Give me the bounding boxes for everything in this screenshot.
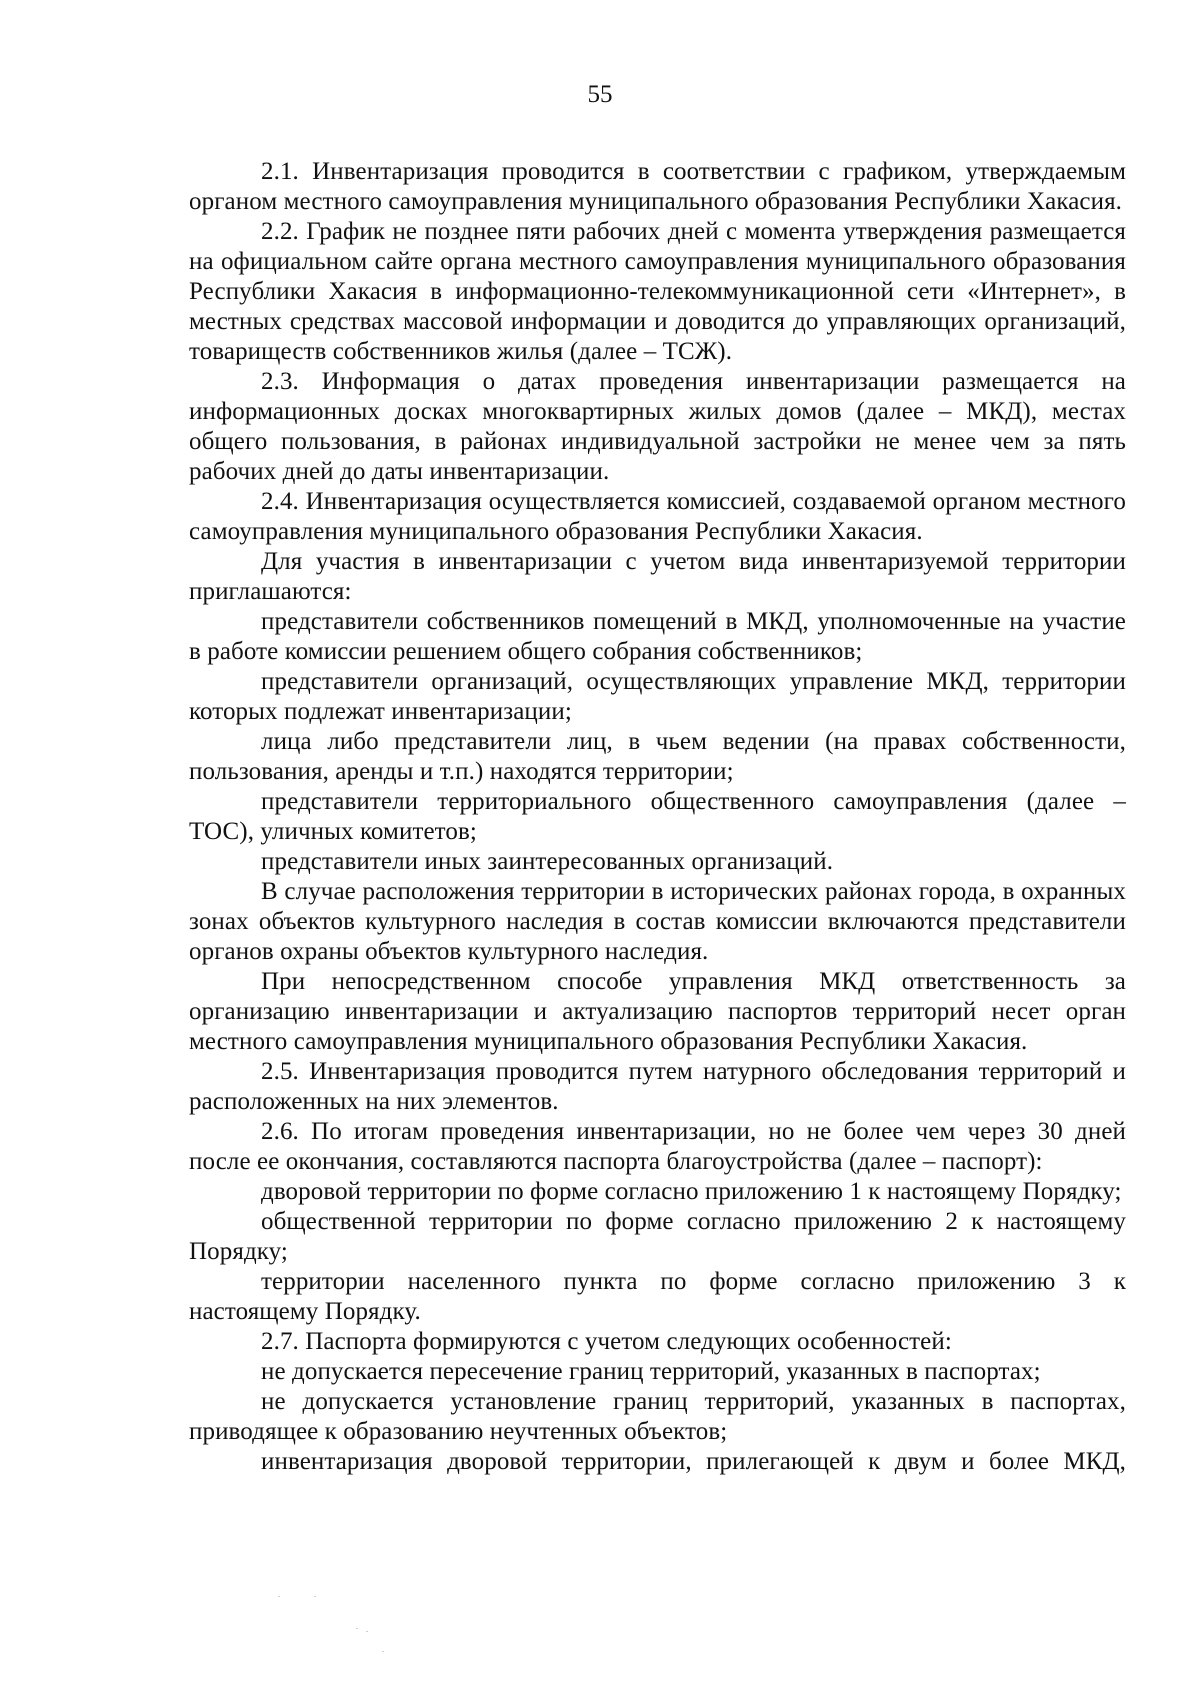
paragraph-historical-districts: В случае расположения территории в исторических районах города, в охранных зонах объектов культурного наследия в состав комиссии включаются представители органов охраны объектов культурного наследия. <box>189 878 1126 965</box>
scan-speck <box>382 1651 384 1652</box>
scan-noise <box>270 1590 470 1670</box>
paragraph-2-6: 2.6. По итогам проведения инвентаризации, но не более чем через 30 дней после ее окончания, составляются паспорта благоустройства (далее – паспорт): <box>189 1118 1126 1175</box>
paragraph-2-3: 2.3. Информация о датах проведения инвентаризации размещается на информационных досках многоквартирных жилых домов (далее – МКД), местах общего пользования, в районах индивидуальной застройки не менее чем за пять рабочих дней до даты инвентаризации. <box>189 368 1126 485</box>
paragraph-2-2: 2.2. График не позднее пяти рабочих дней с момента утверждения размещается на официальном сайте органа местного самоуправления муниципального образования Республики Хакасия в информационно-телекоммуникационной сети «Интернет», в местных средствах массовой информации и доводится до управляющих организаций, товариществ собственников жилья (далее – ТСЖ). <box>189 218 1126 365</box>
scan-speck <box>314 1596 316 1597</box>
paragraph-2-5: 2.5. Инвентаризация проводится путем натурного обследования территорий и расположенных на них элементов. <box>189 1058 1126 1115</box>
list-item-yard-inventory-continued: инвентаризация дворовой территории, прилегающей к двум и более МКД, <box>261 1448 1126 1475</box>
list-item-other-organizations: представители иных заинтересованных организаций. <box>261 848 834 875</box>
paragraph-2-1: 2.1. Инвентаризация проводится в соответствии с графиком, утверждаемым органом местного самоуправления муниципального образования Республики Хакасия. <box>189 158 1126 215</box>
paragraph-direct-management: При непосредственном способе управления МКД ответственность за организацию инвентаризации и актуализацию паспортов территорий несет орган местного самоуправления муниципального образования Республики Хакасия. <box>189 968 1126 1055</box>
list-item-public-territory: общественной территории по форме согласно приложению 2 к настоящему Порядку; <box>189 1208 1126 1265</box>
list-item-tos-representatives: представители территориального общественного самоуправления (далее – ТОС), уличных комитетов; <box>189 788 1126 845</box>
document-body <box>189 157 1126 1477</box>
list-item-settlement-territory: территории населенного пункта по форме согласно приложению 3 к настоящему Порядку. <box>189 1268 1126 1325</box>
list-item-no-boundary-intersection: не допускается пересечение границ территорий, указанных в паспортах; <box>261 1358 1041 1385</box>
list-item-no-unaccounted-objects: не допускается установление границ территорий, указанных в паспортах, приводящее к образованию неучтенных объектов; <box>189 1388 1126 1445</box>
paragraph-participants-intro: Для участия в инвентаризации с учетом вида инвентаризуемой территории приглашаются: <box>189 548 1126 605</box>
scan-speck <box>356 1628 358 1629</box>
list-item-management-organizations: представители организаций, осуществляющих управление МКД, территории которых подлежат инвентаризации; <box>189 668 1126 725</box>
list-item-territory-holders: лица либо представители лиц, в чьем ведении (на правах собственности, пользования, аренды и т.п.) находятся территории; <box>189 728 1126 785</box>
scan-speck <box>278 1596 280 1597</box>
paragraph-2-7: 2.7. Паспорта формируются с учетом следующих особенностей: <box>261 1328 952 1355</box>
list-item-yard-territory: дворовой территории по форме согласно приложению 1 к настоящему Порядку; <box>261 1178 1122 1205</box>
scan-speck <box>366 1631 368 1632</box>
list-item-owners-representatives: представители собственников помещений в МКД, уполномоченные на участие в работе комиссии решением общего собрания собственников; <box>189 608 1126 665</box>
page-number: 55 <box>587 81 613 108</box>
paragraph-2-4: 2.4. Инвентаризация осуществляется комиссией, создаваемой органом местного самоуправления муниципального образования Республики Хакасия. <box>189 488 1126 545</box>
